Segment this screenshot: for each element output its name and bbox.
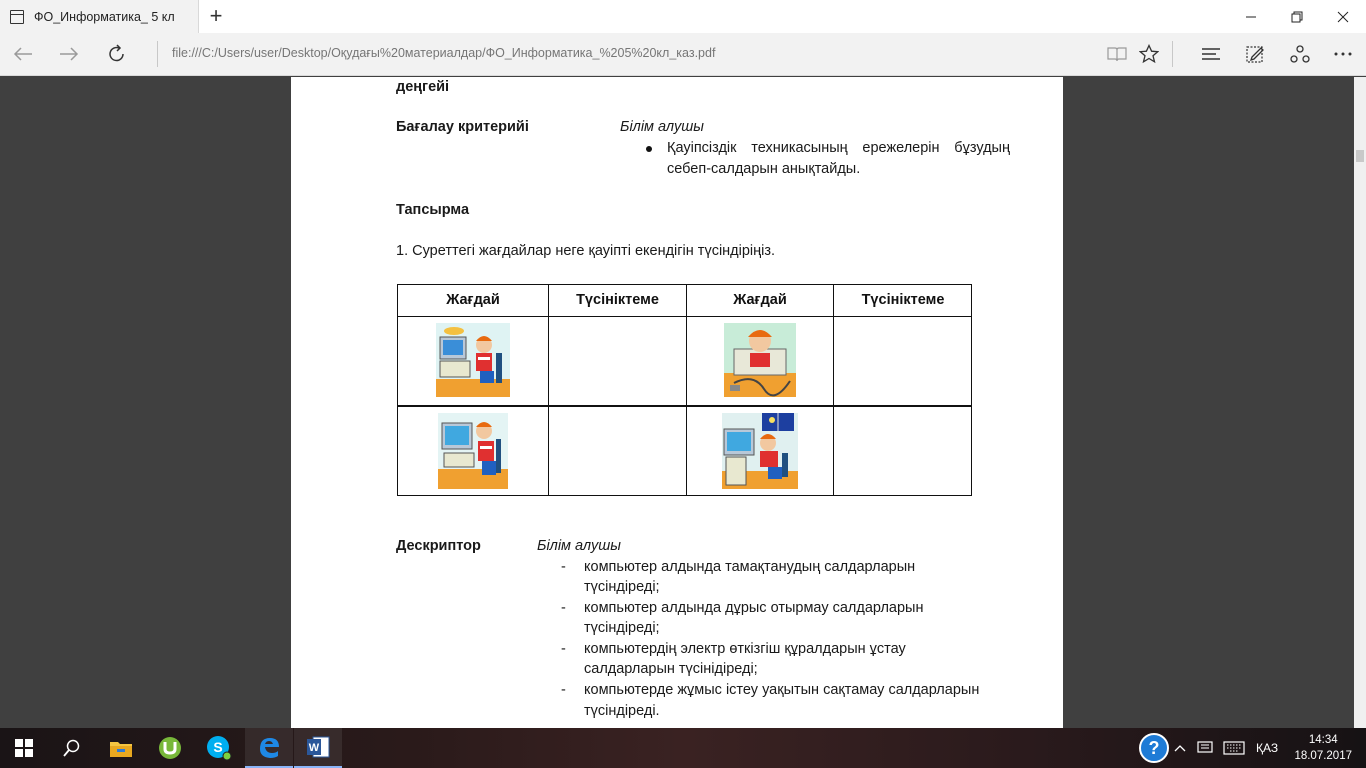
criteria-line-1: Қауіпсіздік техникасының ережелерін бұзудың xyxy=(667,140,1010,156)
address-bar-row xyxy=(0,33,1366,76)
edge-button[interactable] xyxy=(245,728,293,768)
back-button[interactable] xyxy=(6,39,40,69)
header-comment-2: Түсініктеме xyxy=(861,292,945,308)
descriptor-dash: - xyxy=(561,682,566,698)
restore-icon xyxy=(1291,11,1303,23)
svg-text:W: W xyxy=(308,742,320,754)
windows-start-icon xyxy=(15,739,33,757)
reading-view-button[interactable] xyxy=(1100,39,1134,69)
favorite-button[interactable] xyxy=(1132,39,1166,69)
svg-text:?: ? xyxy=(1148,738,1160,758)
more-button[interactable] xyxy=(1326,39,1360,69)
vertical-scrollbar[interactable] xyxy=(1354,77,1366,728)
late-night-computer-picture xyxy=(722,413,798,489)
word-icon xyxy=(306,735,330,759)
help-icon xyxy=(1138,732,1170,764)
descriptor-2-line-2: түсіндіреді; xyxy=(584,620,660,636)
tab-pdf[interactable] xyxy=(0,0,199,33)
level-label-tail: деңгейі xyxy=(396,79,450,95)
svg-text:S: S xyxy=(213,739,223,755)
search-icon xyxy=(63,739,81,757)
restore-button[interactable] xyxy=(1274,0,1320,33)
clock-time: 14:34 xyxy=(1308,734,1338,746)
forward-button[interactable] xyxy=(52,39,86,69)
url-field[interactable]: file:///C:/Users/user/Desktop/Оқудағы%20материалдар/ФО_Информатика_%205%20кл_каз.pdf xyxy=(172,46,716,60)
document-tab-icon xyxy=(10,10,24,24)
close-icon xyxy=(1337,11,1349,23)
refresh-icon xyxy=(107,44,127,64)
descriptor-1-line-1: компьютер алдында тамақтанудың салдарларын xyxy=(584,559,916,575)
minimize-icon xyxy=(1245,11,1257,23)
descriptor-4-line-2: түсіндіреді. xyxy=(584,703,660,719)
more-icon xyxy=(1333,51,1353,57)
clock[interactable] xyxy=(1294,732,1352,764)
minimize-button[interactable] xyxy=(1228,0,1274,33)
descriptor-3-line-1: компьютердің электр өткізгіш құралдарын ұстау xyxy=(584,641,906,657)
descriptor-label: Дескриптор xyxy=(396,538,481,554)
pdf-page xyxy=(291,77,1063,728)
file-explorer-icon xyxy=(109,738,133,758)
close-button[interactable] xyxy=(1320,0,1366,33)
skype-icon xyxy=(206,735,232,761)
file-explorer-button[interactable] xyxy=(97,728,145,768)
scrollbar-thumb[interactable] xyxy=(1356,150,1364,162)
new-tab-button[interactable]: + xyxy=(209,3,223,28)
descriptor-dash: - xyxy=(561,641,566,657)
task-text: 1. Суреттегі жағдайлар неге қауіпті екендігін түсіндіріңіз. xyxy=(396,243,776,259)
web-note-button[interactable] xyxy=(1238,39,1272,69)
descriptor-3-line-2: салдарларын түсінідіреді; xyxy=(584,661,758,677)
help-tray-button[interactable] xyxy=(1138,728,1170,768)
task-label: Тапсырма xyxy=(396,202,470,218)
clock-date: 18.07.2017 xyxy=(1294,750,1352,762)
hub-icon xyxy=(1201,46,1221,62)
situation-table xyxy=(397,284,972,496)
criteria-bullet xyxy=(646,146,652,152)
touching-cables-picture xyxy=(724,323,796,397)
reading-view-icon xyxy=(1107,46,1127,62)
descriptor-2-line-1: компьютер алдында дұрыс отырмау салдарларын xyxy=(584,600,924,616)
language-indicator[interactable]: ҚАЗ xyxy=(1256,741,1279,755)
tab-bar xyxy=(0,0,1366,33)
web-note-icon xyxy=(1245,44,1265,64)
notification-icon xyxy=(1197,741,1213,755)
show-hidden-icons-button[interactable] xyxy=(1174,728,1186,768)
tab-title: ФО_Информатика_ 5 кл xyxy=(34,9,175,24)
descriptor-1-line-2: түсіндіреді; xyxy=(584,579,660,595)
descriptor-subject: Білім алушы xyxy=(537,538,621,554)
word-button[interactable] xyxy=(294,728,342,768)
share-icon xyxy=(1290,44,1310,64)
utorrent-button[interactable] xyxy=(146,728,194,768)
taskbar xyxy=(0,728,1366,768)
criteria-subject: Білім алушы xyxy=(620,119,704,135)
start-button[interactable] xyxy=(0,728,48,768)
header-situation-1: Жағдай xyxy=(446,292,500,308)
chevron-up-icon xyxy=(1174,743,1186,753)
forward-icon xyxy=(59,46,79,62)
back-icon xyxy=(13,46,33,62)
keyboard-icon xyxy=(1223,741,1245,755)
favorite-star-icon xyxy=(1139,44,1159,64)
criteria-line-2: себеп-салдарын анықтайды. xyxy=(667,161,861,177)
pdf-viewer[interactable] xyxy=(0,77,1366,728)
header-situation-2: Жағдай xyxy=(733,292,787,308)
edge-icon xyxy=(257,735,281,759)
share-button[interactable] xyxy=(1283,39,1317,69)
keyboard-button[interactable] xyxy=(1223,728,1245,768)
skype-button[interactable] xyxy=(195,728,243,768)
criteria-label: Бағалау критерийі xyxy=(396,119,529,135)
header-comment-1: Түсініктеме xyxy=(576,292,659,308)
descriptor-dash: - xyxy=(561,600,566,616)
search-button[interactable] xyxy=(48,728,96,768)
utorrent-icon xyxy=(158,736,182,760)
wrong-posture-picture xyxy=(438,413,508,489)
descriptor-4-line-1: компьютерде жұмыс істеу уақытын сақтамау салдарларын xyxy=(584,682,980,698)
action-center-button[interactable] xyxy=(1197,728,1213,768)
hub-button[interactable] xyxy=(1194,39,1228,69)
eating-at-computer-picture xyxy=(436,323,510,397)
descriptor-dash: - xyxy=(561,559,566,575)
refresh-button[interactable] xyxy=(100,39,134,69)
